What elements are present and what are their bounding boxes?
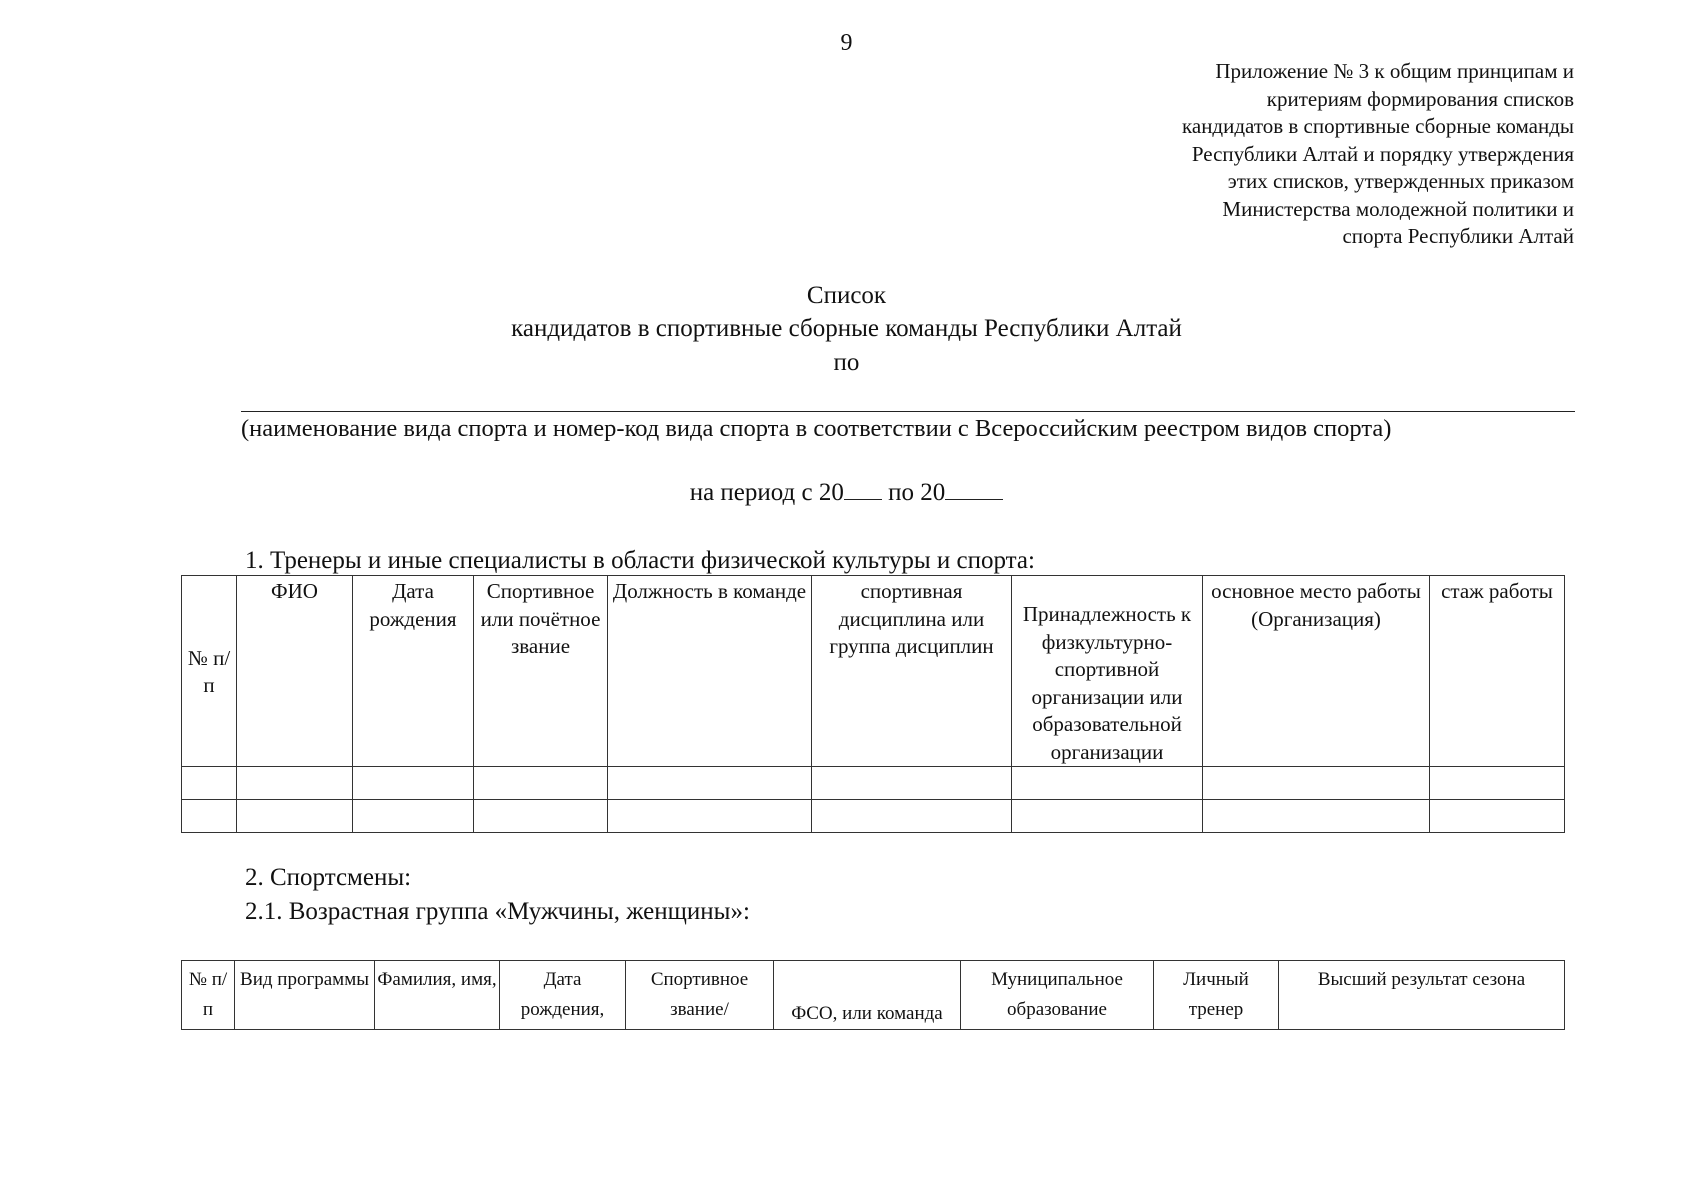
column-header: ФСО, или команда xyxy=(774,961,961,1030)
table-cell[interactable] xyxy=(474,767,608,800)
table-cell[interactable] xyxy=(1430,767,1565,800)
section-2-heading: 2. Спортсмены: xyxy=(245,864,412,891)
table-cell[interactable] xyxy=(182,767,237,800)
appendix-line: этих списков, утвержденных приказом xyxy=(1227,169,1574,193)
appendix-line: кандидатов в спортивные сборные команды xyxy=(1181,114,1574,138)
column-header: Высший результат сезона xyxy=(1279,961,1565,1030)
table-row xyxy=(182,800,1565,833)
table-cell[interactable] xyxy=(1430,800,1565,833)
appendix-line: спорта Республики Алтай xyxy=(1342,224,1574,248)
column-header: Спортивное или почётное звание xyxy=(474,576,608,767)
table-cell[interactable] xyxy=(608,800,812,833)
column-header: Муниципальное образование xyxy=(961,961,1154,1030)
column-header: Дата рождения, xyxy=(500,961,626,1030)
sport-name-blank-line xyxy=(241,411,1575,412)
coaches-table-header xyxy=(182,576,1565,767)
document-subtitle-by: по xyxy=(833,349,860,376)
appendix-line: Республики Алтай и порядку утверждения xyxy=(1191,141,1574,166)
section-1-heading: 1. Тренеры и иные специалисты в области физической культуры и спорта: xyxy=(245,547,1035,574)
column-header: Личный тренер xyxy=(1154,961,1279,1030)
period-line xyxy=(0,479,1693,507)
table-cell[interactable] xyxy=(182,800,237,833)
period-end-blank xyxy=(945,479,1003,500)
table-cell[interactable] xyxy=(237,800,353,833)
period-start-blank xyxy=(844,479,882,500)
table-cell[interactable] xyxy=(353,800,474,833)
column-header: Дата рождения xyxy=(353,576,474,767)
column-header: № п/п xyxy=(182,576,237,767)
table-cell[interactable] xyxy=(1203,800,1430,833)
column-header: стаж работы xyxy=(1430,576,1565,767)
coaches-table xyxy=(181,575,1565,833)
document-subtitle: кандидатов в спортивные сборные команды Республики Алтай xyxy=(511,315,1182,342)
appendix-reference xyxy=(1054,58,1574,251)
column-header: Спортивное звание/ xyxy=(626,961,774,1030)
column-header: Фамилия, имя, xyxy=(375,961,500,1030)
table-cell[interactable] xyxy=(1012,800,1203,833)
period-middle: по 20 xyxy=(888,479,946,506)
athletes-table xyxy=(181,960,1565,1030)
appendix-line: критериям формирования списков xyxy=(1266,86,1574,111)
column-header: Вид программы xyxy=(235,961,375,1030)
section-2-1-heading: 2.1. Возрастная группа «Мужчины, женщины»: xyxy=(245,898,750,925)
column-header: основное место работы (Организация) xyxy=(1203,576,1430,767)
column-header: ФИО xyxy=(237,576,353,767)
table-cell[interactable] xyxy=(237,767,353,800)
column-header: Должность в команде xyxy=(608,576,812,767)
sport-name-caption: (наименование вида спорта и номер-код вида спорта в соответствии с Всероссийским реестром видов спорта) xyxy=(241,415,1392,442)
column-header: № п/п xyxy=(182,961,235,1030)
athletes-table-header xyxy=(182,961,1565,1030)
appendix-line: Приложение № 3 к общим принципам и xyxy=(1215,59,1574,83)
table-cell[interactable] xyxy=(474,800,608,833)
column-header: Принадлежность к физкультурно-спортивной организации или образовательной организации xyxy=(1012,576,1203,767)
table-cell[interactable] xyxy=(1012,767,1203,800)
table-cell[interactable] xyxy=(608,767,812,800)
table-cell[interactable] xyxy=(812,767,1012,800)
page-number: 9 xyxy=(840,30,853,56)
column-header: спортивная дисциплина или группа дисциплин xyxy=(812,576,1012,767)
period-prefix: на период с 20 xyxy=(689,479,844,506)
table-row xyxy=(182,767,1565,800)
table-cell[interactable] xyxy=(1203,767,1430,800)
table-cell[interactable] xyxy=(353,767,474,800)
table-cell[interactable] xyxy=(812,800,1012,833)
appendix-line: Министерства молодежной политики и xyxy=(1222,196,1574,221)
document-title: Список xyxy=(806,282,887,309)
